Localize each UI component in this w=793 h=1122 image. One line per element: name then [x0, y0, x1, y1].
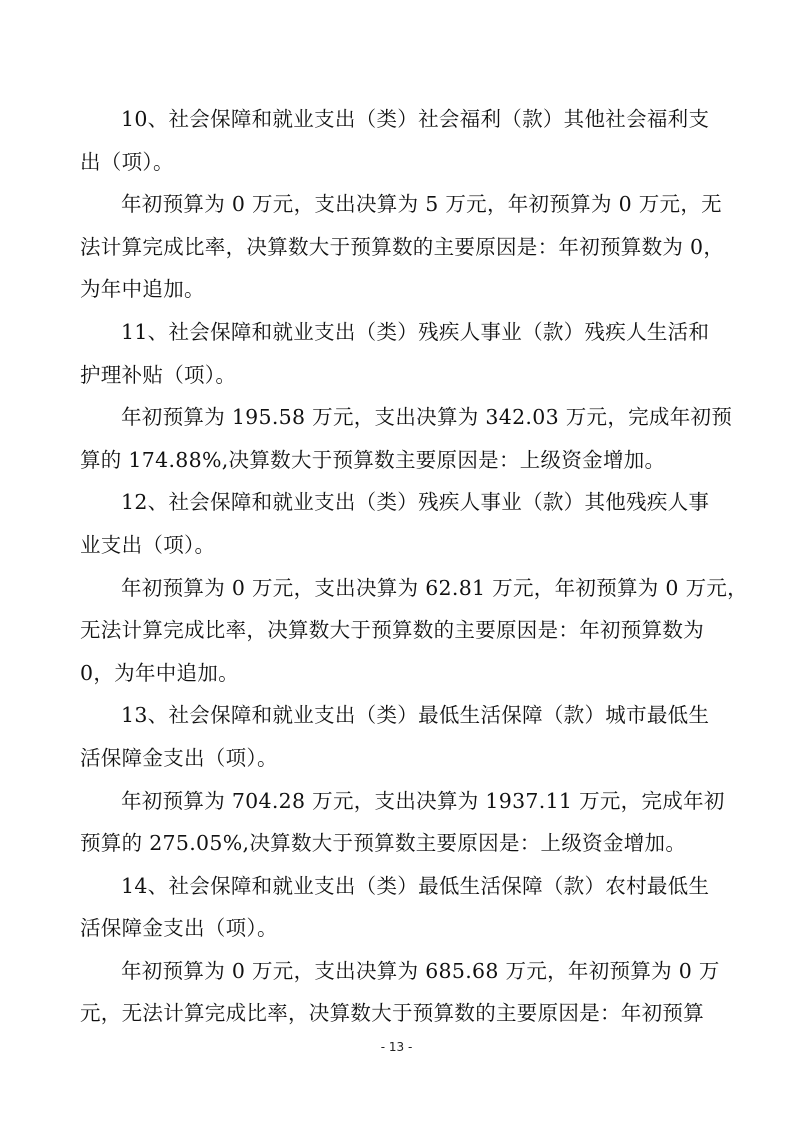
text-line: 活保障金支出（项）。: [80, 745, 278, 770]
text-line: 无法计算完成比率，决算数大于预算数的主要原因是：年初预算数为: [80, 618, 704, 643]
text-line: 年初预算为 195.58 万元，支出决算为 342.03 万元，完成年初预: [121, 405, 733, 430]
text-line: 10、社会保障和就业支出（类）社会福利（款）其他社会福利支: [121, 107, 710, 131]
text-line: 业支出（项）。: [80, 532, 216, 557]
text-line: 为年中追加。: [80, 277, 205, 302]
text-line: 0，为年中追加。: [80, 660, 239, 685]
text-line: 12、社会保障和就业支出（类）残疾人事业（款）其他残疾人事: [121, 490, 710, 515]
text-line: 算的 174.88%,决算数大于预算数主要原因是：上级资金增加。: [80, 447, 666, 472]
text-line: 年初预算为 704.28 万元，支出决算为 1937.11 万元，完成年初: [121, 788, 725, 813]
text-line: 元，无法计算完成比率，决算数大于预算数的主要原因是：年初预算: [80, 1001, 704, 1026]
text-line: 11、社会保障和就业支出（类）残疾人事业（款）残疾人生活和: [121, 319, 710, 344]
text-line: 出（项）。: [80, 149, 174, 174]
text-line: 预算的 275.05%,决算数大于预算数主要原因是：上级资金增加。: [80, 831, 687, 856]
text-line: 护理补贴（项）。: [80, 362, 237, 387]
text-line: 14、社会保障和就业支出（类）最低生活保障（款）农村最低生: [121, 873, 710, 898]
text-line: 活保障金支出（项）。: [80, 916, 278, 941]
text-line: 年初预算为 0 万元，支出决算为 685.68 万元，年初预算为 0 万: [121, 958, 720, 983]
text-line: 13、社会保障和就业支出（类）最低生活保障（款）城市最低生: [121, 703, 710, 728]
text-line: 法计算完成比率，决算数大于预算数的主要原因是：年初预算数为 0，: [80, 234, 725, 259]
text-line: 年初预算为 0 万元，支出决算为 62.81 万元，年初预算为 0 万元，: [121, 575, 748, 600]
text-line: 年初预算为 0 万元，支出决算为 5 万元，年初预算为 0 万元，无: [121, 192, 722, 217]
page-number: - 13 -: [380, 1040, 413, 1054]
document-body: [80, 98, 748, 1035]
